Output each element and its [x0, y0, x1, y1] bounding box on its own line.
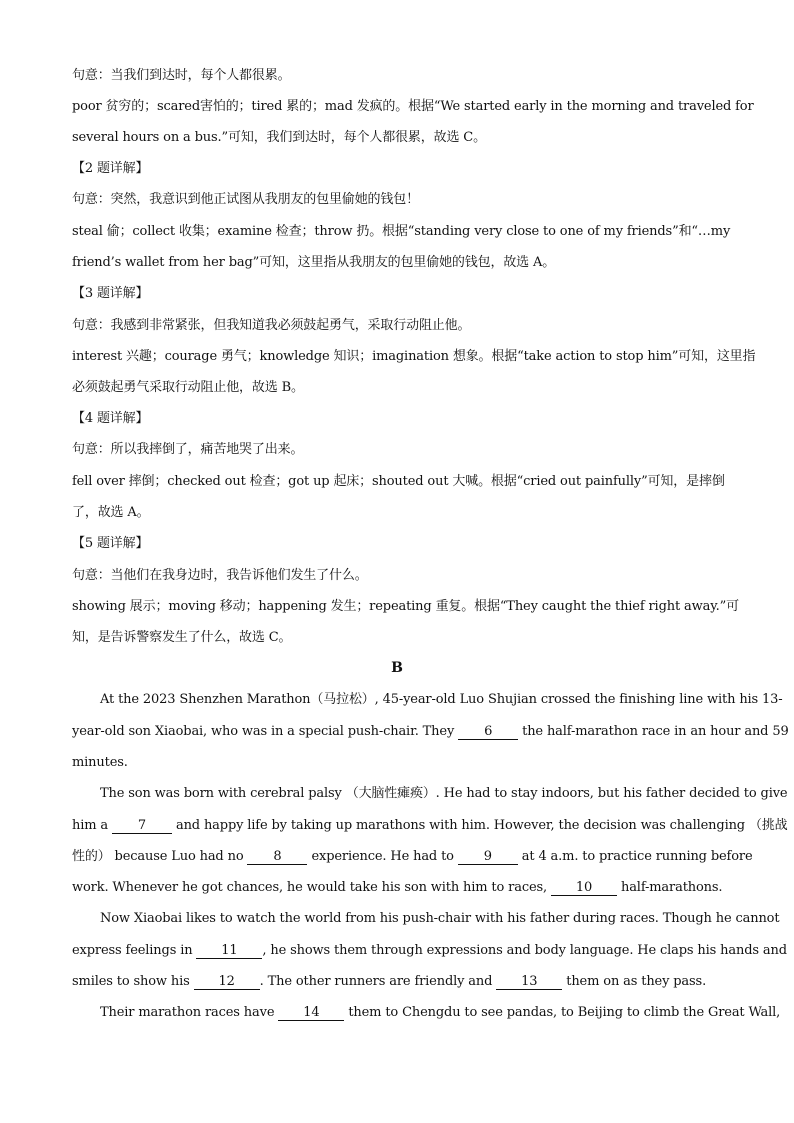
section-heading: 【2 题详解】 — [72, 161, 149, 176]
text-line: 句意：所以我摔倒了，痛苦地哭了出来。 — [72, 442, 304, 457]
text-line: friend’s wallet from her bag”可知，这里指从我朋友的包里偷她的钱包，故选 A。 — [72, 255, 556, 270]
blank-8: 8 — [247, 850, 307, 865]
section-heading: 【5 题详解】 — [72, 536, 149, 551]
text-line: poor 贫穷的；scared害怕的；tired 累的；mad 发疯的。根据“We started early in the morning and traveled for — [72, 99, 754, 114]
text-line: several hours on a bus.”可知，我们到达时，每个人都很累，故选 C。 — [72, 130, 486, 145]
passage-line: minutes. — [72, 755, 128, 770]
text-line: 必须鼓起勇气采取行动阻止他，故选 B。 — [72, 380, 304, 395]
text-line: 了，故选 A。 — [72, 505, 150, 520]
text-line: showing 展示；moving 移动；happening 发生；repeating 重复。根据“They caught the thief right away.”可 — [72, 599, 739, 614]
text-line: fell over 摔倒；checked out 检查；got up 起床；shouted out 大喊。根据“cried out painfully”可知，是摔倒 — [72, 474, 725, 489]
passage-line: 性的） because Luo had no 8 experience. He had to 9 at 4 a.m. to practice running before — [72, 849, 753, 864]
passage-line: Their marathon races have 14 them to Chengdu to see pandas, to Beijing to climb the Great Wall, — [100, 1005, 781, 1020]
blank-12: 12 — [194, 975, 260, 990]
blank-7: 7 — [112, 819, 172, 834]
passage-line: work. Whenever he got chances, he would take his son with him to races, 10 half-marathons. — [72, 880, 723, 895]
section-heading: 【3 题详解】 — [72, 286, 149, 301]
passage-line: At the 2023 Shenzhen Marathon（马拉松）, 45-year-old Luo Shujian crossed the finishing line with his 13- — [100, 692, 783, 707]
blank-6: 6 — [458, 725, 518, 740]
section-title: B — [391, 660, 403, 676]
text-line: 知，是告诉警察发生了什么，故选 C。 — [72, 630, 292, 645]
passage-line: express feelings in 11 , he shows them through expressions and body language. He claps his hands and — [72, 943, 787, 958]
text-line: steal 偷；collect 收集；examine 检查；throw 扔。根据“standing very close to one of my friends”和“…my — [72, 224, 731, 239]
blank-14: 14 — [278, 1006, 344, 1021]
blank-10: 10 — [551, 881, 617, 896]
passage-line: smiles to show his 12 . The other runners are friendly and 13 them on as they pass. — [72, 974, 707, 989]
passage-line: him a 7 and happy life by taking up marathons with him. However, the decision was challenging （挑战 — [72, 818, 788, 833]
section-heading: 【4 题详解】 — [72, 411, 149, 426]
text-line: interest 兴趣；courage 勇气；knowledge 知识；imagination 想象。根据“take action to stop him”可知，这里指 — [72, 349, 756, 364]
passage-line: year-old son Xiaobai, who was in a special push-chair. They 6 the half-marathon race in an hour and 59 — [72, 724, 789, 739]
blank-9: 9 — [458, 850, 518, 865]
text-line: 句意：当我们到达时，每个人都很累。 — [72, 68, 291, 83]
text-line: 句意：当他们在我身边时，我告诉他们发生了什么。 — [72, 568, 368, 583]
blank-13: 13 — [496, 975, 562, 990]
passage-line: Now Xiaobai likes to watch the world from his push-chair with his father during races. Though he cannot — [100, 911, 780, 926]
text-line: 句意：我感到非常紧张，但我知道我必须鼓起勇气，采取行动阻止他。 — [72, 318, 471, 333]
text-line: 句意：突然，我意识到他正试图从我朋友的包里偷她的钱包！ — [72, 192, 419, 207]
passage-line: The son was born with cerebral palsy （大脑性瘫痪）. He had to stay indoors, but his father decided to give — [100, 786, 788, 801]
blank-11: 11 — [196, 944, 262, 959]
